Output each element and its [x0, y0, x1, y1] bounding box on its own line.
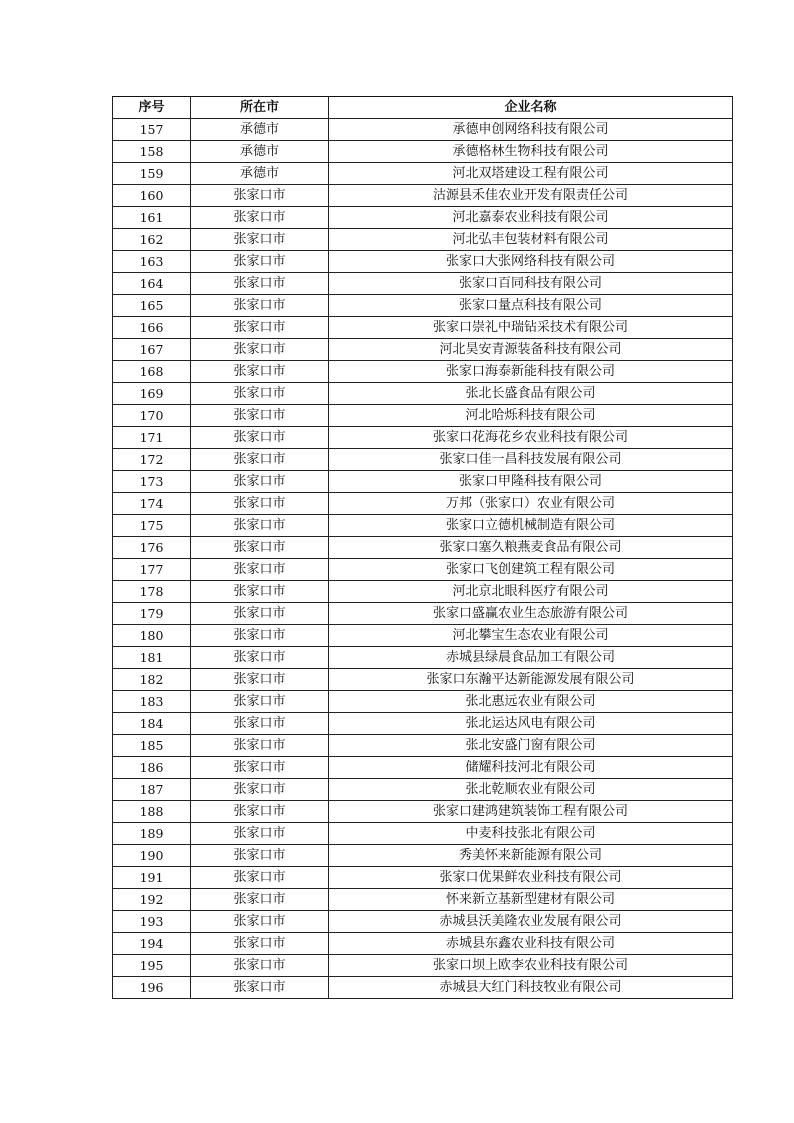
table-row — [113, 779, 733, 801]
row-index: 175 — [113, 515, 191, 537]
row-city: 张家口市 — [191, 559, 329, 581]
row-city: 张家口市 — [191, 669, 329, 691]
table-row — [113, 977, 733, 999]
row-company: 张家口塞久粮燕麦食品有限公司 — [329, 537, 733, 559]
enterprise-table — [112, 96, 733, 999]
table-header-row — [113, 97, 733, 119]
row-city: 张家口市 — [191, 317, 329, 339]
table-row — [113, 515, 733, 537]
table-row — [113, 735, 733, 757]
header-index: 序号 — [113, 97, 191, 119]
row-company: 张家口东瀚平达新能源发展有限公司 — [329, 669, 733, 691]
row-index: 172 — [113, 449, 191, 471]
table-row — [113, 317, 733, 339]
row-company: 沽源县禾佳农业开发有限责任公司 — [329, 185, 733, 207]
row-index: 160 — [113, 185, 191, 207]
row-city: 张家口市 — [191, 647, 329, 669]
row-city: 张家口市 — [191, 251, 329, 273]
row-city: 张家口市 — [191, 955, 329, 977]
table-row — [113, 691, 733, 713]
row-index: 196 — [113, 977, 191, 999]
row-index: 195 — [113, 955, 191, 977]
row-index: 178 — [113, 581, 191, 603]
row-index: 169 — [113, 383, 191, 405]
table-row — [113, 581, 733, 603]
row-city: 张家口市 — [191, 867, 329, 889]
row-city: 张家口市 — [191, 207, 329, 229]
row-city: 张家口市 — [191, 801, 329, 823]
row-index: 191 — [113, 867, 191, 889]
row-index: 158 — [113, 141, 191, 163]
row-company: 秀美怀来新能源有限公司 — [329, 845, 733, 867]
row-company: 张家口崇礼中瑞钻采技术有限公司 — [329, 317, 733, 339]
table-row — [113, 383, 733, 405]
row-index: 185 — [113, 735, 191, 757]
row-company: 万邦（张家口）农业有限公司 — [329, 493, 733, 515]
table-row — [113, 427, 733, 449]
table-row — [113, 141, 733, 163]
row-company: 河北京北眼科医疗有限公司 — [329, 581, 733, 603]
row-index: 163 — [113, 251, 191, 273]
table-row — [113, 471, 733, 493]
table-row — [113, 647, 733, 669]
row-index: 157 — [113, 119, 191, 141]
row-company: 张家口花海花乡农业科技有限公司 — [329, 427, 733, 449]
row-company: 赤城县绿晨食品加工有限公司 — [329, 647, 733, 669]
row-index: 179 — [113, 603, 191, 625]
row-city: 张家口市 — [191, 713, 329, 735]
row-city: 张家口市 — [191, 229, 329, 251]
table-row — [113, 933, 733, 955]
row-company: 赤城县大红门科技牧业有限公司 — [329, 977, 733, 999]
table-row — [113, 867, 733, 889]
row-index: 188 — [113, 801, 191, 823]
header-company: 企业名称 — [329, 97, 733, 119]
row-company: 张北长盛食品有限公司 — [329, 383, 733, 405]
table-row — [113, 955, 733, 977]
row-index: 183 — [113, 691, 191, 713]
row-index: 181 — [113, 647, 191, 669]
row-company: 赤城县东鑫农业科技有限公司 — [329, 933, 733, 955]
table-row — [113, 339, 733, 361]
row-company: 张家口建鸿建筑装饰工程有限公司 — [329, 801, 733, 823]
row-company: 河北弘丰包装材料有限公司 — [329, 229, 733, 251]
table-row — [113, 405, 733, 427]
row-city: 张家口市 — [191, 493, 329, 515]
row-company: 张北乾顺农业有限公司 — [329, 779, 733, 801]
row-city: 张家口市 — [191, 405, 329, 427]
row-city: 张家口市 — [191, 361, 329, 383]
row-city: 张家口市 — [191, 779, 329, 801]
table-row — [113, 823, 733, 845]
table-row — [113, 361, 733, 383]
table-row — [113, 911, 733, 933]
row-city: 张家口市 — [191, 383, 329, 405]
table-row — [113, 669, 733, 691]
row-company: 河北攀宝生态农业有限公司 — [329, 625, 733, 647]
row-index: 168 — [113, 361, 191, 383]
row-index: 173 — [113, 471, 191, 493]
row-company: 张家口大张网络科技有限公司 — [329, 251, 733, 273]
row-index: 176 — [113, 537, 191, 559]
row-index: 170 — [113, 405, 191, 427]
table-row — [113, 449, 733, 471]
row-company: 赤城县沃美隆农业发展有限公司 — [329, 911, 733, 933]
row-city: 张家口市 — [191, 295, 329, 317]
table-row — [113, 625, 733, 647]
row-index: 189 — [113, 823, 191, 845]
row-company: 张家口立德机械制造有限公司 — [329, 515, 733, 537]
row-company: 张北惠远农业有限公司 — [329, 691, 733, 713]
row-company: 河北双塔建设工程有限公司 — [329, 163, 733, 185]
row-company: 张家口百同科技有限公司 — [329, 273, 733, 295]
table-row — [113, 119, 733, 141]
row-index: 190 — [113, 845, 191, 867]
row-index: 182 — [113, 669, 191, 691]
row-index: 194 — [113, 933, 191, 955]
row-company: 中麦科技张北有限公司 — [329, 823, 733, 845]
table-row — [113, 163, 733, 185]
row-index: 165 — [113, 295, 191, 317]
header-city: 所在市 — [191, 97, 329, 119]
table-row — [113, 713, 733, 735]
row-company: 张家口优果鲜农业科技有限公司 — [329, 867, 733, 889]
row-company: 河北哈烁科技有限公司 — [329, 405, 733, 427]
row-index: 159 — [113, 163, 191, 185]
row-index: 161 — [113, 207, 191, 229]
row-city: 张家口市 — [191, 603, 329, 625]
row-company: 承德申创网络科技有限公司 — [329, 119, 733, 141]
row-company: 张家口飞创建筑工程有限公司 — [329, 559, 733, 581]
row-city: 张家口市 — [191, 889, 329, 911]
row-index: 184 — [113, 713, 191, 735]
row-city: 张家口市 — [191, 691, 329, 713]
row-company: 储耀科技河北有限公司 — [329, 757, 733, 779]
row-company: 张北安盛门窗有限公司 — [329, 735, 733, 757]
row-index: 192 — [113, 889, 191, 911]
table-row — [113, 273, 733, 295]
row-city: 张家口市 — [191, 735, 329, 757]
row-city: 张家口市 — [191, 273, 329, 295]
table-row — [113, 559, 733, 581]
row-company: 承德格林生物科技有限公司 — [329, 141, 733, 163]
row-index: 166 — [113, 317, 191, 339]
row-index: 180 — [113, 625, 191, 647]
row-index: 193 — [113, 911, 191, 933]
table-row — [113, 845, 733, 867]
row-city: 张家口市 — [191, 515, 329, 537]
row-city: 张家口市 — [191, 581, 329, 603]
row-city: 张家口市 — [191, 537, 329, 559]
table-row — [113, 537, 733, 559]
row-company: 张家口盛赢农业生态旅游有限公司 — [329, 603, 733, 625]
row-index: 167 — [113, 339, 191, 361]
row-company: 怀来新立基新型建材有限公司 — [329, 889, 733, 911]
row-company: 张家口佳一昌科技发展有限公司 — [329, 449, 733, 471]
row-city: 承德市 — [191, 163, 329, 185]
row-city: 张家口市 — [191, 471, 329, 493]
row-city: 张家口市 — [191, 757, 329, 779]
row-index: 171 — [113, 427, 191, 449]
row-company: 张北运达风电有限公司 — [329, 713, 733, 735]
row-index: 174 — [113, 493, 191, 515]
row-city: 张家口市 — [191, 845, 329, 867]
row-index: 186 — [113, 757, 191, 779]
row-company: 河北嘉泰农业科技有限公司 — [329, 207, 733, 229]
table-row — [113, 603, 733, 625]
row-index: 187 — [113, 779, 191, 801]
row-city: 承德市 — [191, 141, 329, 163]
row-city: 张家口市 — [191, 625, 329, 647]
row-index: 164 — [113, 273, 191, 295]
row-city: 张家口市 — [191, 933, 329, 955]
table-row — [113, 207, 733, 229]
table-row — [113, 889, 733, 911]
table-row — [113, 251, 733, 273]
row-city: 张家口市 — [191, 185, 329, 207]
row-city: 张家口市 — [191, 339, 329, 361]
row-company: 张家口坝上欧李农业科技有限公司 — [329, 955, 733, 977]
row-company: 张家口量点科技有限公司 — [329, 295, 733, 317]
table-row — [113, 295, 733, 317]
row-company: 张家口海泰新能科技有限公司 — [329, 361, 733, 383]
table-row — [113, 185, 733, 207]
table-body — [113, 119, 733, 999]
row-company: 张家口甲隆科技有限公司 — [329, 471, 733, 493]
table-row — [113, 757, 733, 779]
row-city: 张家口市 — [191, 823, 329, 845]
row-city: 承德市 — [191, 119, 329, 141]
row-city: 张家口市 — [191, 449, 329, 471]
table-row — [113, 801, 733, 823]
table-row — [113, 229, 733, 251]
row-index: 162 — [113, 229, 191, 251]
row-city: 张家口市 — [191, 911, 329, 933]
row-city: 张家口市 — [191, 427, 329, 449]
row-company: 河北昊安青源装备科技有限公司 — [329, 339, 733, 361]
table-row — [113, 493, 733, 515]
row-index: 177 — [113, 559, 191, 581]
row-city: 张家口市 — [191, 977, 329, 999]
